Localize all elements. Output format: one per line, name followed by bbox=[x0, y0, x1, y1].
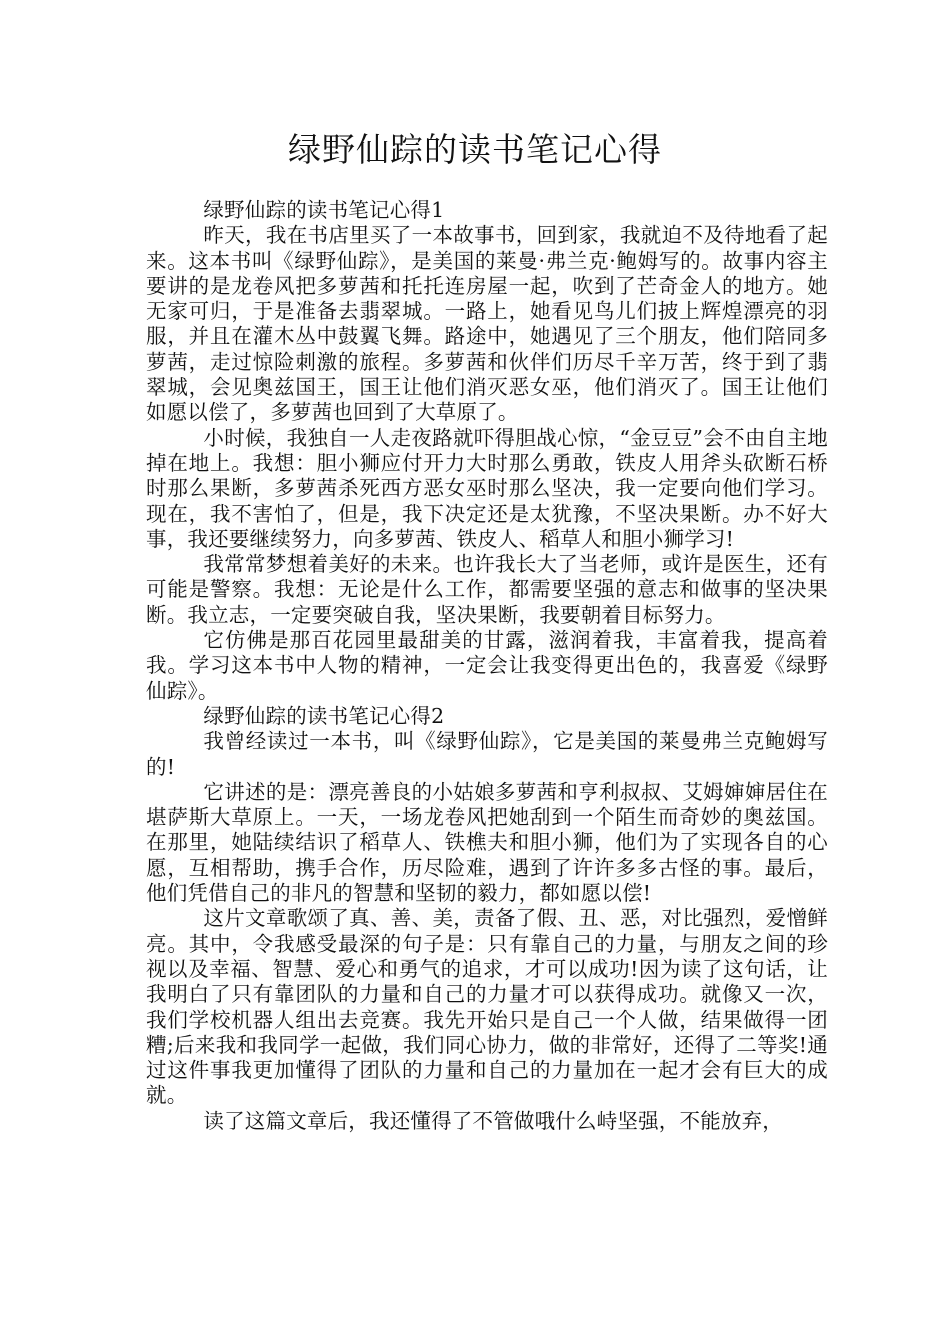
paragraph: 我常常梦想着美好的未来。也许我长大了当老师，或许是医生，还有可能是警察。我想：无论是什么工作，都需要坚强的意志和做事的坚决果断。我立志，一定要突破自我，坚决果断，我要朝着目标努力。 bbox=[146, 552, 828, 627]
section-heading-2: 绿野仙踪的读书笔记心得2 bbox=[203, 703, 445, 728]
paragraph: 它讲述的是：漂亮善良的小姑娘多萝茜和亨利叔叔、艾姆婶婶居住在堪萨斯大草原上。一天，一场龙卷风把她刮到一个陌生而奇妙的奥兹国。在那里，她陆续结识了稻草人、铁樵夫和胆小狮，他们为了实现各自的心愿，互相帮助，携手合作，历尽险难，遇到了许许多多古怪的事。最后，他们凭借自己的非凡的智慧和坚韧的毅力，都如愿以偿! bbox=[146, 779, 828, 906]
document-title: 绿野仙踪的读书笔记心得 bbox=[288, 130, 662, 169]
paragraph: 小时候，我独自一人走夜路就吓得胆战心惊，“金豆豆”会不由自主地掉在地上。我想：胆小狮应付开力大时那么勇敢，铁皮人用斧头砍断石桥时那么果断，多萝茜杀死西方恶女巫时那么坚决，我一定要向他们学习。现在，我不害怕了，但是，我下决定还是太犹豫，不坚决果断。办不好大事，我还要继续努力，向多萝茜、铁皮人、稻草人和胆小狮学习! bbox=[146, 425, 828, 551]
document-body bbox=[146, 198, 828, 1134]
paragraph: 读了这篇文章后，我还懂得了不管做哦什么峙坚强，不能放弃， bbox=[203, 1108, 783, 1133]
paragraph: 这片文章歌颂了真、善、美，责备了假、丑、恶，对比强烈，爱憎鲜亮。其中，令我感受最深的句子是：只有靠自己的力量，与朋友之间的珍视以及幸福、智慧、爱心和勇气的追求，才可以成功!因为读了这句话，让我明白了只有靠团队的力量和自己的力量才可以获得成功。就像又一次，我们学校机器人组出去竞赛。我先开始只是自己一个人做，结果做得一团糟;后来我和我同学一起做，我们同心协力，做的非常好，还得了二等奖!通过这件事我更加懂得了团队的力量和自己的力量加在一起才会有巨大的成就。 bbox=[146, 906, 828, 1108]
paragraph: 它仿佛是那百花园里最甜美的甘露，滋润着我，丰富着我，提高着我。学习这本书中人物的精神，一定会让我变得更出色的，我喜爱《绿野仙踪》。 bbox=[146, 628, 828, 703]
section-heading-1: 绿野仙踪的读书笔记心得1 bbox=[203, 198, 445, 222]
paragraph: 昨天，我在书店里买了一本故事书，回到家，我就迫不及待地看了起来。这本书叫《绿野仙踪》，是美国的莱曼·弗兰克·鲍姆写的。故事内容主要讲的是龙卷风把多萝茜和托托连房屋一起，吹到了芒奇金人的地方。她无家可归，于是准备去翡翠城。一路上，她看见鸟儿们披上辉煌漂亮的羽服，并且在灌木丛中鼓翼飞舞。路途中，她遇见了三个朋友，他们陪同多萝茜，走过惊险刺激的旅程。多萝茜和伙伴们历尽千辛万苦，终于到了翡翠城，会见奥兹国王，国王让他们消灭恶女巫，他们消灭了。国王让他们如愿以偿了，多萝茜也回到了大草原了。 bbox=[146, 223, 828, 425]
paragraph: 我曾经读过一本书，叫《绿野仙踪》，它是美国的莱曼弗兰克鲍姆写的! bbox=[146, 729, 828, 779]
